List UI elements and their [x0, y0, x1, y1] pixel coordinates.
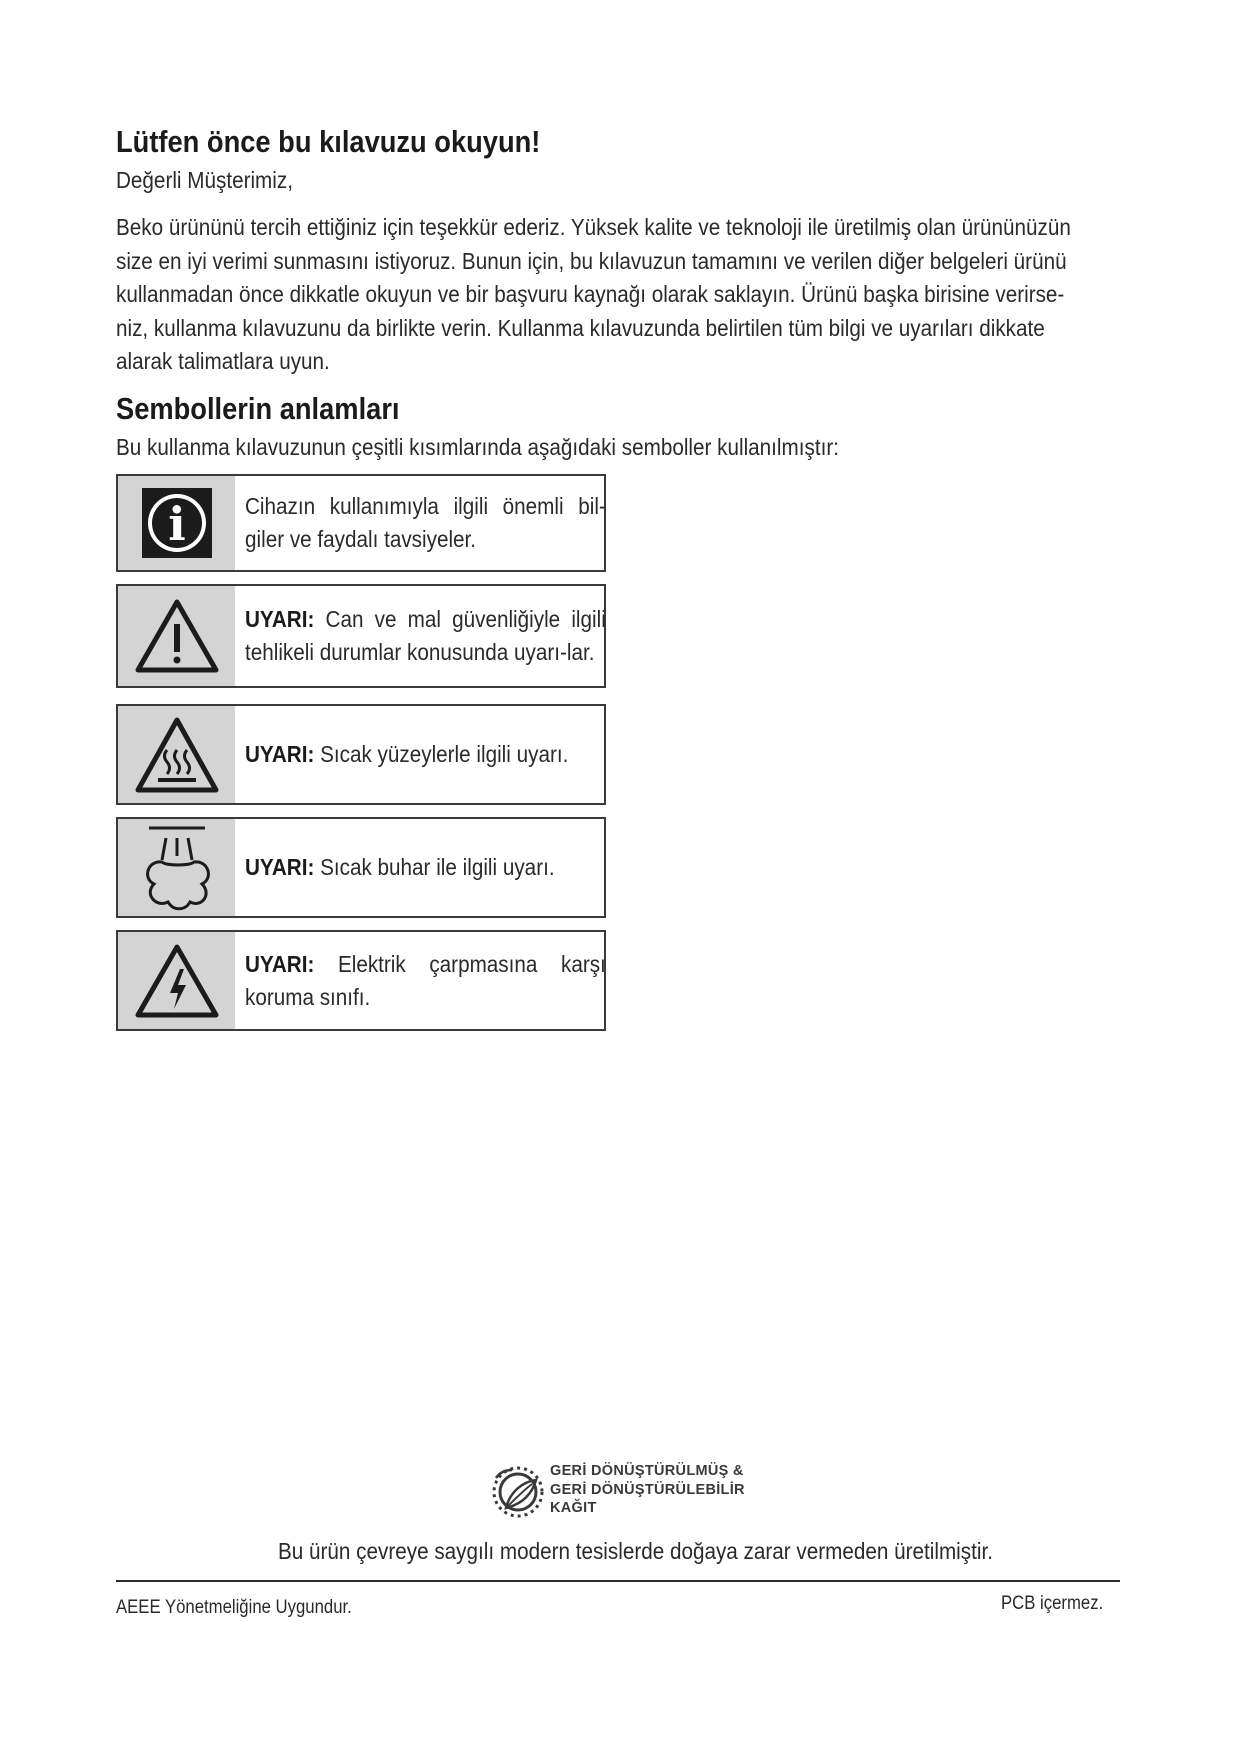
- symbol-row-electric: [116, 930, 606, 1031]
- symbol-row-hot-surface: [116, 704, 606, 805]
- intro-line: Beko ürününü tercih ettiğiniz için teşekkür ederiz. Yüksek kalite ve teknoloji ile üretilmiş olan ürününüzün: [116, 214, 1071, 240]
- recycled-paper-logo: [488, 1458, 778, 1526]
- warning-icon: [118, 586, 235, 686]
- logo-line: GERİ DÖNÜŞTÜRÜLEBİLİR: [550, 1481, 745, 1498]
- electric-shock-icon: [118, 932, 235, 1029]
- hot-surface-icon: [118, 706, 235, 803]
- symbol-description: UYARI: Sıcak yüzeylerle ilgili uyarı.: [245, 741, 569, 767]
- info-icon: [118, 476, 235, 570]
- symbol-row-info: [116, 474, 606, 572]
- salutation: Değerli Müşterimiz,: [116, 167, 293, 193]
- intro-line: alarak talimatlara uyun.: [116, 348, 330, 374]
- intro-paragraph: [116, 211, 1071, 379]
- intro-line: niz, kullanma kılavuzunu da birlikte verin. Kullanma kılavuzunda belirtilen tüm bilgi ve uyarıları dikkate: [116, 314, 1045, 341]
- svg-text:i: i: [167, 497, 186, 551]
- eco-statement: Bu ürün çevreye saygılı modern tesislerde doğaya zarar vermeden üretilmiştir.: [278, 1538, 993, 1564]
- symbol-description: UYARI: Can ve mal güvenliğiyle ilgili tehlikeli durumlar konusunda uyarı-lar.: [245, 606, 606, 665]
- intro-line: kullanmadan önce dikkatle okuyun ve bir başvuru kaynağı olarak saklayın. Ürünü başka birisine verirse-: [116, 281, 1065, 307]
- logo-line: KAĞIT: [550, 1500, 597, 1516]
- symbols-intro: Bu kullanma kılavuzunun çeşitli kısımlarında aşağıdaki semboller kullanılmıştır:: [116, 434, 839, 460]
- page-title: Lütfen önce bu kılavuzu okuyun!: [116, 124, 541, 159]
- logo-line: GERİ DÖNÜŞTÜRÜLMÜŞ &: [550, 1463, 744, 1479]
- symbol-description: UYARI: Sıcak buhar ile ilgili uyarı.: [245, 854, 555, 880]
- footer-pcb: PCB içermez.: [1001, 1593, 1104, 1614]
- recycle-leaf-icon: [488, 1458, 550, 1524]
- intro-line: size en iyi verimi sunmasını istiyoruz. Bunun için, bu kılavuzun tamamını ve verilen diğer belgeleri ürünü: [116, 247, 1067, 274]
- symbol-row-warning: [116, 584, 606, 688]
- symbol-description: UYARI: Elektrik çarpmasına karşı koruma sınıfı.: [245, 950, 606, 1010]
- symbol-description: Cihazın kullanımıyla ilgili önemli bil-giler ve faydalı tavsiyeler.: [245, 493, 606, 552]
- footer-divider: [116, 1580, 1120, 1582]
- footer-compliance: AEEE Yönetmeliğine Uygundur.: [116, 1597, 352, 1618]
- hot-steam-icon: [118, 819, 235, 916]
- symbols-heading: Sembollerin anlamları: [116, 391, 400, 426]
- symbol-row-hot-steam: [116, 817, 606, 918]
